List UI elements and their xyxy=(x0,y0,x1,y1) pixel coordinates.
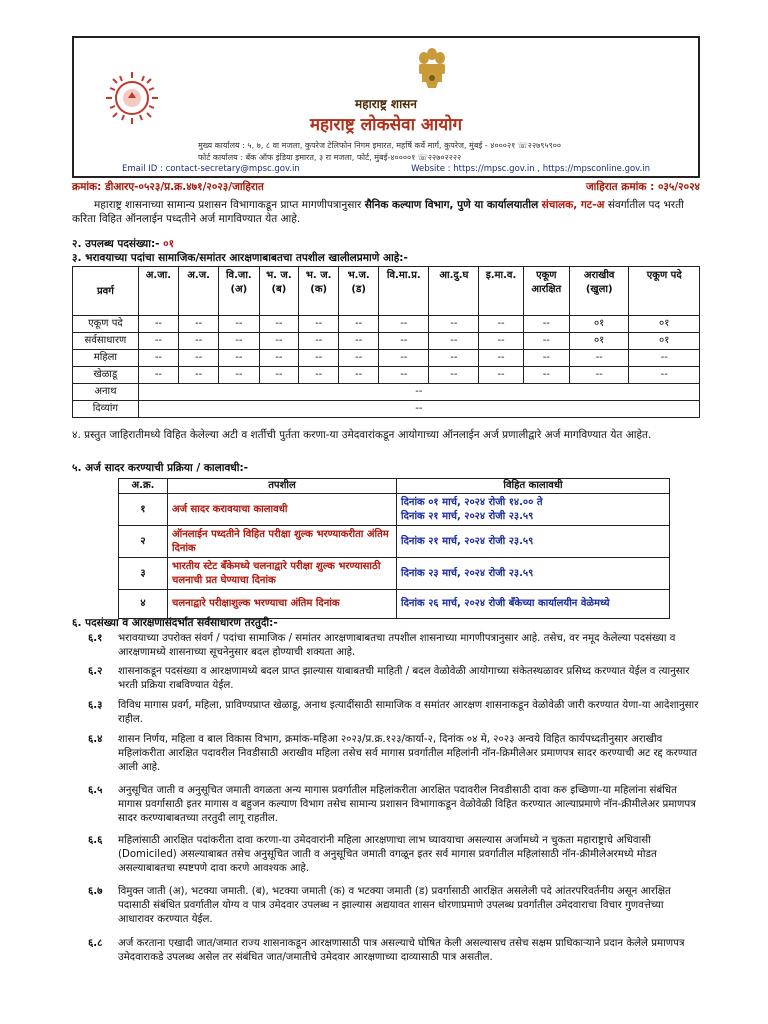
table-row xyxy=(73,384,700,401)
table-cell: -- xyxy=(179,367,219,384)
reservation-header-cell: अ.ज. xyxy=(179,267,219,316)
table-cell: महिला xyxy=(73,350,139,367)
table-cell: -- xyxy=(299,333,339,350)
table-cell: -- xyxy=(138,367,178,384)
reservation-table-header xyxy=(73,267,700,316)
provision-number: ६.१ xyxy=(88,633,103,644)
table-cell: सर्वसाधारण xyxy=(73,333,139,350)
table-row xyxy=(73,401,700,418)
table-cell: -- xyxy=(179,350,219,367)
table-cell: अनाथ xyxy=(73,384,139,401)
provision-text: भरावयाच्या उपरोक्त संवर्ग / पदांचा सामाजिक / समांतर आरक्षणाबाबतचा तपशील शासनाच्या मागणीपत्रानुसार आहे. तसेच, वर नमूद केलेल्या पदसंख्या व आरक्षणामध्ये शासनाच्या सूचनेनुसार बदल होण्याची शक्यता आहे. xyxy=(118,633,676,658)
table-cell: -- xyxy=(523,333,569,350)
schedule-period-line: दिनांक २३ मार्च, २०२४ रोजी २३.५९ xyxy=(401,567,534,579)
provision-item xyxy=(88,834,700,875)
provision-item xyxy=(88,632,700,660)
table-cell: -- xyxy=(569,367,629,384)
reference-line xyxy=(72,180,700,194)
table-cell: -- xyxy=(259,333,299,350)
provision-text: अनुसूचित जाती व अनुसूचित जमाती वगळता अन्य मागास प्रवर्गातील महिलांकरीता आरक्षित पदावरील निवडीसाठी दावा करु इच्छिणा-या महिलांना संबंधित मागास प्रवर्गासाठी इतर मागास व बहुजन कल्याण विभाग तसेच सामान्य प्रशासन विभागाकडून वेळोवेळी विहित करण्यात आल्याप्रमाणे नॉन-क्रीमीलेअर प्रमाणपत्र सादर करण्याबाबतच्या तरतुदी लागू राहतील. xyxy=(118,785,696,824)
reference-number: क्रमांक: डीआरए-०५२३/प्र.क्र.४७१/२०२३/जाहिरात xyxy=(72,181,264,193)
provision-text: विविध मागास प्रवर्ग, महिला, प्राविण्यप्राप्त खेळाडू, अनाथ इत्यादींसाठी सामाजिक व समांतर आरक्षण शासनाकडून वेळोवेळी जारी करण्यात येणा-या आदेशानुसार राहील. xyxy=(118,700,699,725)
provision-item xyxy=(88,733,700,774)
provision-item xyxy=(88,937,700,965)
table-cell: -- xyxy=(299,367,339,384)
reservation-header-cell: भ.ज. (ड) xyxy=(339,267,379,316)
email-id: Email ID : contact-secretary@mpsc.gov.in xyxy=(122,164,300,174)
provision-item xyxy=(88,699,700,727)
table-cell: -- xyxy=(219,333,259,350)
schedule-sr-cell: १ xyxy=(119,494,168,526)
intro-paragraph xyxy=(72,198,700,226)
table-row xyxy=(119,558,670,590)
table-cell: -- xyxy=(523,350,569,367)
schedule-detail-cell: भारतीय स्टेट बँकेमध्ये चलनाद्वारे परीक्षा शुल्क भरण्यासाठी चलनाची प्रत घेण्याचा दिनांक xyxy=(168,558,397,590)
table-row xyxy=(119,590,670,619)
provision-text: महिलांसाठी आरक्षित पदांकरीता दावा करणा-या उमेदवारांनी महिला आरक्षणाचा लाभ घ्यावयाचा असल्यास अर्जामध्ये न चुकता महाराष्ट्राचे अधिवासी (Domiciled) असल्याबाबत तसेच अनुसूचित जाती व अनुसूचित जमाती वगळून इतर सर्व मागास प्रवर्गातील महिलांसाठी नॉन-क्रीमीलेअरमध्ये मोडत असल्याबाबतचा स्पष्टपणे दावा करणे आवश्यक आहे. xyxy=(118,835,657,874)
section-5-heading: ५. अर्ज सादर करण्याची प्रक्रिया / कालावधी:- xyxy=(72,462,249,474)
schedule-header-period: विहित कालावधी xyxy=(397,479,670,494)
fort-office-address: फोर्ट कार्यालय : बँक ऑफ इंडिया इमारत, ३ रा मजला, फोर्ट, मुंबई-४००००१ ☏२२७०२२२२ xyxy=(198,153,462,162)
table-cell: -- xyxy=(429,350,479,367)
reservation-header-cell: भ. ज. (क) xyxy=(299,267,339,316)
table-row xyxy=(73,350,700,367)
provision-text: शासनाकडून पदसंख्या व आरक्षणामध्ये बदल प्राप्त झाल्यास याबाबतची माहिती / बदल वेळोवेळी आयोगाच्या संकेतस्थळावर प्रसिध्द करण्यात येईल व त्यानुसार भरती प्रक्रिया राबविण्यात येईल. xyxy=(118,666,690,691)
letterhead xyxy=(72,36,700,178)
reservation-header-cell: भ. ज. (ब) xyxy=(259,267,299,316)
table-cell: -- xyxy=(339,316,379,333)
table-cell: खेळाडू xyxy=(73,367,139,384)
intro-text: महाराष्ट्र शासनाच्या सामान्य प्रशासन विभागाकडून प्राप्त मागणीपत्रानुसार xyxy=(94,199,362,211)
table-cell: -- xyxy=(479,333,523,350)
table-cell: -- xyxy=(179,333,219,350)
reservation-header-cell: आ.दु.घ xyxy=(429,267,479,316)
reservation-header-cell: अराखीव (खुला) xyxy=(569,267,629,316)
reservation-header-cell: एकूण आरक्षित xyxy=(523,267,569,316)
table-row xyxy=(73,367,700,384)
reservation-table-body xyxy=(73,316,700,418)
table-row xyxy=(119,526,670,558)
table-cell: एकूण पदे xyxy=(73,316,139,333)
table-cell: -- xyxy=(138,401,699,418)
schedule-period-line: दिनांक २६ मार्च, २०२४ रोजी बँकेच्या कार्यालयीन वेळेमध्ये xyxy=(401,598,610,610)
table-cell: -- xyxy=(179,316,219,333)
table-cell: -- xyxy=(339,350,379,367)
table-cell: -- xyxy=(479,367,523,384)
schedule-period-cell xyxy=(397,494,670,526)
website-links[interactable]: Website : https://mpsc.gov.in , https://mpsconline.gov.in xyxy=(411,164,650,174)
reservation-table xyxy=(72,266,700,418)
provision-text: अर्ज करताना एखादी जात/जमात राज्य शासनाकडून आरक्षणासाठी पात्र असल्याचे घोषित केली असल्यासच तसेच सक्षम प्राधिकाऱ्याने प्रदान केलेले प्रमाणपत्र उमेदवाराकडे उपलब्ध असेल तर संबंधित जात/जमातीचे उमेदवार आरक्षणाच्या दाव्यासाठी पात्र असतील. xyxy=(118,938,685,963)
section-3-heading: ३. भरावयाच्या पदांचा सामाजिक/समांतर आरक्षणाबाबतचा तपशील खालीलप्रमाणे आहे:- xyxy=(72,252,408,264)
main-office-address: मुख्य कार्यालय : ५, ७, ८ वा मजला, कुपरेज टेलिफोन निगम इमारत, महर्षि कर्वे मार्ग, कुपरेज, मुंबई - ४०००२१ ☏२२७९५९०० xyxy=(198,141,562,150)
table-cell: -- xyxy=(299,316,339,333)
schedule-table-body xyxy=(119,494,670,619)
reservation-header-cell: एकूण पदे xyxy=(629,267,700,316)
table-cell: -- xyxy=(138,350,178,367)
schedule-detail-cell: चलनाद्वारे परीक्षाशुल्क भरण्याचा अंतिम दिनांक xyxy=(168,590,397,619)
reservation-header-cell: वि.जा. (अ) xyxy=(219,267,259,316)
reservation-header-cell: अ.जा. xyxy=(138,267,178,316)
table-cell: ०१ xyxy=(629,316,700,333)
table-cell: -- xyxy=(479,316,523,333)
provision-item xyxy=(88,665,700,693)
government-title: महाराष्ट्र शासन xyxy=(355,97,417,111)
provision-number: ६.८ xyxy=(88,938,103,949)
table-row xyxy=(73,333,700,350)
posts-available: ०१ xyxy=(163,238,175,250)
table-cell: -- xyxy=(259,350,299,367)
schedule-table xyxy=(118,478,670,619)
provision-number: ६.३ xyxy=(88,700,103,711)
section-2-label: २. उपलब्ध पदसंख्या:- xyxy=(72,238,160,250)
provision-number: ६.४ xyxy=(88,734,103,745)
reservation-header-cell: वि.मा.प्र. xyxy=(379,267,429,316)
intro-department: सैनिक कल्याण विभाग, पुणे या कार्यालयातील xyxy=(364,199,539,211)
table-cell: ०१ xyxy=(569,333,629,350)
schedule-sr-cell: २ xyxy=(119,526,168,558)
provision-item xyxy=(88,784,700,825)
provision-number: ६.६ xyxy=(88,835,103,846)
table-cell: -- xyxy=(379,367,429,384)
schedule-period-cell xyxy=(397,526,670,558)
table-cell: -- xyxy=(379,333,429,350)
provision-number: ६.७ xyxy=(88,886,103,897)
provision-number: ६.५ xyxy=(88,785,103,796)
table-cell: -- xyxy=(219,367,259,384)
section-4: ४. प्रस्तुत जाहिरातीमध्ये विहित केलेल्या अटी व शर्तीची पुर्तता करणा-या उमेदवारांकडून आयोगाच्या ऑनलाईन अर्ज प्रणालीद्वारे अर्ज मागविण्यात येत आहेत. xyxy=(72,429,652,441)
section-6-heading: ६. पदसंख्या व आरक्षणासंदर्भात सर्वसाधारण तरतुदी:- xyxy=(72,617,278,629)
table-cell: -- xyxy=(569,350,629,367)
schedule-header-detail: तपशील xyxy=(168,479,397,494)
table-cell: -- xyxy=(523,316,569,333)
table-cell: -- xyxy=(429,333,479,350)
provision-number: ६.२ xyxy=(88,666,103,677)
schedule-detail-cell: अर्ज सादर करावयाचा कालावधी xyxy=(168,494,397,526)
table-cell: ०१ xyxy=(629,333,700,350)
table-cell: -- xyxy=(138,333,178,350)
reservation-header-cell: इ.मा.व. xyxy=(479,267,523,316)
table-cell: -- xyxy=(339,333,379,350)
table-cell: -- xyxy=(523,367,569,384)
table-cell: ०१ xyxy=(569,316,629,333)
table-cell: -- xyxy=(629,350,700,367)
intro-post: संचालक, गट-अ xyxy=(541,199,605,211)
table-cell: -- xyxy=(299,350,339,367)
schedule-period-line: दिनांक ०१ मार्च, २०२४ रोजी १४.०० ते xyxy=(401,497,543,508)
table-cell: -- xyxy=(379,316,429,333)
ashoka-emblem-icon xyxy=(412,44,452,96)
table-cell: -- xyxy=(219,316,259,333)
schedule-sr-cell: ४ xyxy=(119,590,168,619)
schedule-period-cell xyxy=(397,590,670,619)
provision-item xyxy=(88,885,700,926)
table-cell: -- xyxy=(429,367,479,384)
table-cell: -- xyxy=(479,350,523,367)
intro-text-end: संवर्गातील पद भरती करिता विहित ऑनलाईन पध्दतीने अर्ज मागविण्यात येत आहे. xyxy=(72,199,684,226)
advertisement-number: जाहिरात क्रमांक : ०३५/२०२४ xyxy=(585,181,700,193)
schedule-period-line: दिनांक २१ मार्च, २०२४ रोजी २३.५९ xyxy=(401,535,534,547)
table-row xyxy=(119,494,670,526)
table-cell: -- xyxy=(629,367,700,384)
table-cell: -- xyxy=(339,367,379,384)
provision-text: विमुक्त जाती (अ), भटक्या जमाती. (ब), भटक्या जमाती (क) व भटक्या जमाती (ड) प्रवर्गासाठी आरक्षित असलेली पदे आंतरपरिवर्तनीय असून आरक्षित पदासाठी संबंधित प्रवर्गातील योग्य व पात्र उमेदवार उपलब्ध न झाल्यास अद्ययावत शासन धोरणाप्रमाणे उपलब्ध प्रवर्गातील उमेदवाराचा विचार गुणवत्तेच्या आधारावर करण्यात येईल. xyxy=(118,886,671,925)
table-cell: -- xyxy=(219,350,259,367)
table-cell: दिव्यांग xyxy=(73,401,139,418)
table-cell: -- xyxy=(259,316,299,333)
table-cell: -- xyxy=(138,384,699,401)
table-cell: -- xyxy=(429,316,479,333)
table-cell: -- xyxy=(379,350,429,367)
schedule-period-cell xyxy=(397,558,670,590)
schedule-header-sr: अ.क्र. xyxy=(119,479,168,494)
schedule-sr-cell: ३ xyxy=(119,558,168,590)
provision-text: शासन निर्णय, महिला व बाल विकास विभाग, क्रमांक-महिआ २०२३/प्र.क्र.१२३/कार्या-२, दिनांक ०४ मे, २०२३ अन्वये विहित कार्यपध्दतीनुसार अराखीव महिलांकरीता आरक्षित पदावरील निवडीसाठी अराखीव महिला तसेच सर्व मागास प्रवर्गातील महिलांनी नॉन-क्रिमीलेअर प्रमाणपत्र सादर करण्याची अट रद्द करण्यात आली आहे. xyxy=(118,734,698,773)
section-2 xyxy=(72,237,700,251)
reservation-header-cell: प्रवर्ग xyxy=(73,267,139,316)
commission-title: महाराष्ट्र लोकसेवा आयोग xyxy=(309,115,463,135)
table-cell: -- xyxy=(138,316,178,333)
schedule-detail-cell: ऑनलाईन पध्दतीने विहित परीक्षा शुल्क भरण्याकरीता अंतिम दिनांक xyxy=(168,526,397,558)
table-cell: -- xyxy=(259,367,299,384)
schedule-period-line: दिनांक २१ मार्च, २०२४ रोजी २३.५९ xyxy=(401,510,534,522)
table-row xyxy=(73,316,700,333)
